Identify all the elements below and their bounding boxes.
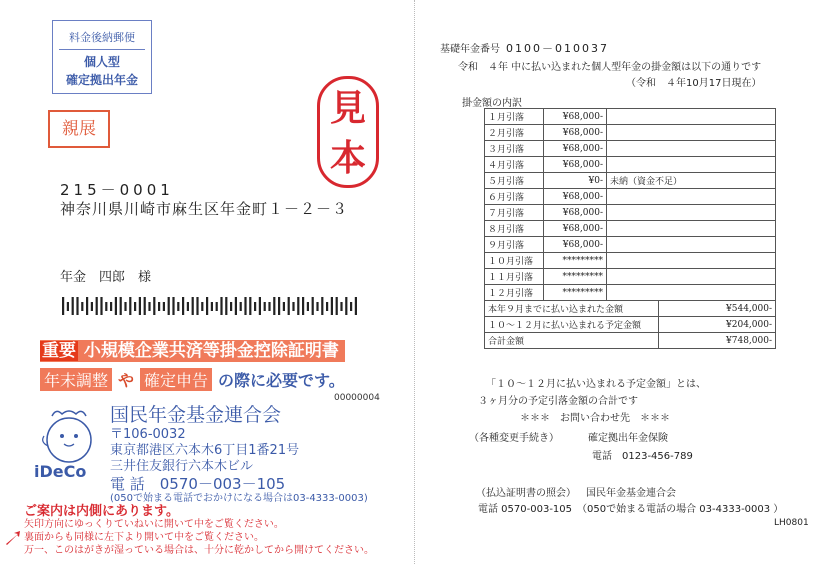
recipient-address: 神奈川県川崎市麻生区年金町１－２－３: [60, 200, 349, 218]
barcode-bar: [182, 297, 184, 315]
month-row: [485, 221, 776, 237]
barcode-bar: [91, 302, 93, 311]
barcode-bar: [67, 302, 69, 311]
amount-cell: ¥0-: [544, 173, 607, 189]
month-cell: １１月引落: [485, 269, 544, 285]
barcode-bar: [139, 297, 141, 315]
barcode-bar: [307, 302, 309, 311]
note-line: 裏面からも同様に左下より開いて中をご覧ください。: [24, 532, 264, 543]
barcode-bar: [201, 302, 203, 311]
barcode-bar: [345, 297, 347, 315]
barcode-bar: [230, 302, 232, 311]
barcode-bar: [321, 297, 323, 315]
barcode-bar: [144, 297, 146, 315]
note-cell: [607, 109, 776, 125]
barcode-bar: [148, 302, 150, 311]
certificate-banner: [40, 340, 345, 362]
note-cell: [607, 205, 776, 221]
barcode-bar: [76, 297, 78, 315]
barcode-bar: [331, 297, 333, 315]
note-line: 万一、このはがきが湿っている場合は、十分に乾かしてから開けてください。: [24, 545, 374, 556]
barcode-bar: [235, 297, 237, 315]
note-cell: [607, 253, 776, 269]
purpose-tail: の際に必要です。: [218, 371, 345, 390]
important-label: 重要: [42, 341, 76, 361]
note-cell: 未納（資金不足）: [607, 173, 776, 189]
month-row: [485, 237, 776, 253]
recipient-name: 年金 四郎 様: [60, 270, 152, 285]
tax-return-tag: 確定申告: [140, 368, 212, 391]
postage-line3: 確定拠出年金: [65, 73, 138, 87]
certificate-contact-label: （払込証明書の照会）: [476, 488, 576, 499]
certificate-contact-phone: 電話 0570-003-105 （050で始まる電話の場合 03-4333-0003 ）: [478, 504, 784, 515]
barcode-bar: [134, 302, 136, 311]
contribution-table: [484, 108, 776, 349]
month-cell: ８月引落: [485, 221, 544, 237]
total-row: [485, 301, 776, 317]
month-row: [485, 269, 776, 285]
org-address: 東京都港区六本木6丁目1番21号: [110, 443, 300, 458]
org-phone: 電 話 0570－003－105: [110, 475, 286, 493]
sample-stamp: [317, 76, 379, 188]
form-code: LH0801: [774, 518, 809, 528]
amount-cell: ¥68,000-: [544, 141, 607, 157]
explanation-line2: ３ヶ月分の予定引落金額の合計です: [478, 396, 638, 407]
month-cell: １月引落: [485, 109, 544, 125]
note-cell: [607, 189, 776, 205]
barcode-bar: [110, 302, 112, 311]
amount-cell: *********: [544, 269, 607, 285]
barcode-bar: [302, 297, 304, 315]
barcode-bar: [62, 297, 64, 315]
barcode-bar: [211, 302, 213, 311]
barcode-bar: [120, 297, 122, 315]
month-row: [485, 109, 776, 125]
personal-stamp: 親展: [48, 110, 110, 148]
barcode-bar: [240, 302, 242, 311]
barcode-bar: [264, 302, 266, 311]
amount-cell: ¥68,000-: [544, 189, 607, 205]
note-cell: [607, 221, 776, 237]
barcode-bar: [220, 297, 222, 315]
guide-title: ご案内は内側にあります。: [24, 504, 179, 519]
change-contact-label: （各種変更手続き）: [469, 433, 559, 444]
barcode-bar: [206, 297, 208, 315]
month-cell: ５月引落: [485, 173, 544, 189]
note-cell: [607, 141, 776, 157]
barcode-bar: [124, 302, 126, 311]
month-row: [485, 157, 776, 173]
total-amount: ¥204,000-: [659, 317, 776, 333]
barcode-bar: [163, 302, 165, 311]
purpose-line: [40, 368, 345, 391]
barcode-bar: [249, 297, 251, 315]
breakdown-label: 掛金額の内訳: [462, 98, 522, 109]
org-building: 三井住友銀行六本木ビル: [110, 459, 254, 474]
sample-stamp-text: 見本: [329, 87, 366, 179]
amount-cell: ¥68,000-: [544, 205, 607, 221]
barcode-bar: [196, 297, 198, 315]
document-number: 00000004: [334, 393, 380, 403]
year-end-adjustment-tag: 年末調整: [40, 368, 112, 391]
total-label: １０～１２月に払い込まれる予定金額: [485, 317, 659, 333]
pension-number-label: 基礎年金番号: [440, 44, 500, 55]
amount-cell: ¥68,000-: [544, 109, 607, 125]
org-zip: 〒106-0032: [110, 427, 186, 442]
change-contact-phone: 電話 0123-456-789: [592, 451, 693, 462]
barcode-bar: [312, 297, 314, 315]
barcode-bar: [297, 297, 299, 315]
mascot-icon: [34, 406, 104, 466]
month-cell: ４月引落: [485, 157, 544, 173]
total-label: 合計金額: [485, 333, 659, 349]
amount-cell: *********: [544, 253, 607, 269]
explanation-line1: 「１０～１２月に払い込まれる予定金額」とは、: [486, 379, 706, 390]
barcode-bar: [187, 302, 189, 311]
barcode-bar: [254, 302, 256, 311]
month-row: [485, 125, 776, 141]
barcode-bar: [177, 302, 179, 311]
open-arrow-icon: [4, 530, 22, 546]
barcode-bar: [100, 297, 102, 315]
amount-cell: *********: [544, 285, 607, 301]
total-row: [485, 333, 776, 349]
barcode-bar: [316, 302, 318, 311]
barcode-bar: [244, 297, 246, 315]
month-cell: ６月引落: [485, 189, 544, 205]
month-row: [485, 173, 776, 189]
postage-mark: [52, 20, 152, 94]
sender-organization: [110, 400, 368, 505]
pension-number: 0100－010037: [506, 42, 609, 55]
barcode-bar: [72, 297, 74, 315]
opening-notes: [24, 518, 374, 557]
barcode-bar: [268, 302, 270, 311]
postage-line1: 料金後納郵便: [59, 29, 145, 50]
barcode-bar: [172, 297, 174, 315]
barcode-bar: [153, 297, 155, 315]
barcode-bar: [81, 302, 83, 311]
month-row: [485, 141, 776, 157]
customer-barcode: [62, 297, 362, 315]
org-name: 国民年金基金連合会: [110, 404, 282, 426]
barcode-bar: [192, 297, 194, 315]
certificate-contact-org: 国民年金基金連合会: [586, 488, 676, 499]
change-contact-org: 確定拠出年金保険: [588, 433, 668, 444]
barcode-bar: [283, 302, 285, 311]
total-row: [485, 317, 776, 333]
pension-number-line: [440, 40, 609, 56]
barcode-bar: [273, 297, 275, 315]
barcode-bar: [336, 297, 338, 315]
barcode-bar: [168, 297, 170, 315]
amount-cell: ¥68,000-: [544, 157, 607, 173]
postal-code: 215－0001: [60, 181, 174, 199]
month-cell: ２月引落: [485, 125, 544, 141]
barcode-bar: [292, 302, 294, 311]
amount-cell: ¥68,000-: [544, 221, 607, 237]
barcode-bar: [105, 302, 107, 311]
barcode-bar: [96, 297, 98, 315]
barcode-bar: [225, 297, 227, 315]
month-cell: １２月引落: [485, 285, 544, 301]
barcode-bar: [350, 302, 352, 311]
note-cell: [607, 125, 776, 141]
contribution-description: 令和 ４年 中に払い込まれた個人型年金の掛金額は以下の通りです: [458, 62, 762, 73]
purpose-connector: や: [118, 371, 135, 390]
org-phone-note: (050で始まる電話でおかけになる場合は03-4333-0003): [110, 493, 368, 504]
total-amount: ¥544,000-: [659, 301, 776, 317]
barcode-bar: [340, 302, 342, 311]
month-cell: １０月引落: [485, 253, 544, 269]
barcode-bar: [129, 297, 131, 315]
barcode-bar: [326, 302, 328, 311]
amount-cell: ¥68,000-: [544, 125, 607, 141]
note-cell: [607, 237, 776, 253]
note-cell: [607, 157, 776, 173]
barcode-bar: [278, 297, 280, 315]
fold-line: [414, 0, 415, 564]
month-row: [485, 253, 776, 269]
amount-cell: ¥68,000-: [544, 237, 607, 253]
barcode-bar: [158, 302, 160, 311]
barcode-bar: [86, 297, 88, 315]
total-label: 本年９月までに払い込まれた金額: [485, 301, 659, 317]
barcode-bar: [115, 297, 117, 315]
barcode-bar: [288, 297, 290, 315]
total-amount: ¥748,000-: [659, 333, 776, 349]
note-cell: [607, 285, 776, 301]
ideco-logo: iDeCo: [34, 462, 87, 481]
certificate-title: 小規模企業共済等掛金控除証明書: [83, 341, 339, 361]
note-cell: [607, 269, 776, 285]
barcode-bar: [259, 297, 261, 315]
month-row: [485, 205, 776, 221]
barcode-bar: [216, 302, 218, 311]
as-of-date: （令和 ４年10月17日現在）: [626, 78, 762, 89]
month-cell: ３月引落: [485, 141, 544, 157]
note-line: 矢印方向にゆっくりていねいに開いて中をご覧ください。: [24, 519, 284, 530]
month-row: [485, 189, 776, 205]
month-cell: ９月引落: [485, 237, 544, 253]
month-cell: ７月引落: [485, 205, 544, 221]
postage-line2: 個人型: [83, 55, 120, 69]
contact-header: ＊＊＊ お問い合わせ先 ＊＊＊: [520, 413, 670, 424]
barcode-bar: [355, 297, 357, 315]
month-row: [485, 285, 776, 301]
